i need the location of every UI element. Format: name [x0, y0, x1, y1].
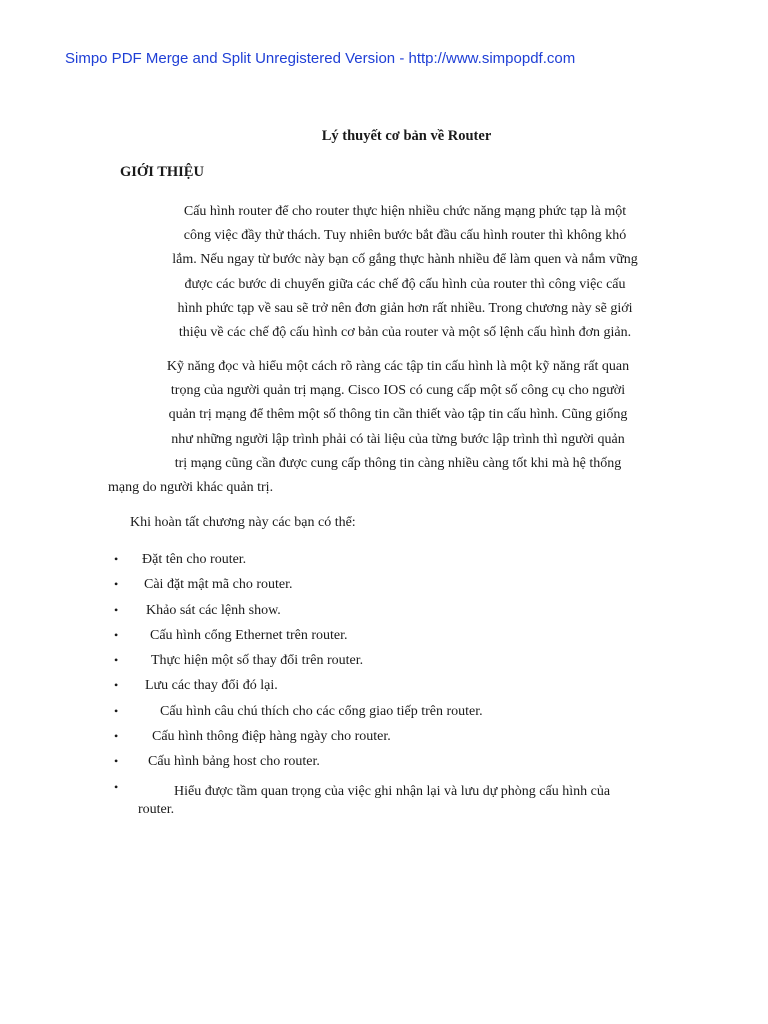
bullet-icon: •: [114, 552, 119, 566]
document-title: Lý thuyết cơ bản về Router: [321, 128, 492, 144]
list-item-text: Đặt tên cho router.: [142, 552, 247, 567]
paragraph-line: quản trị mạng để thêm một số thông tin cần thiết vào tập tin cấu hình. Cũng giống: [168, 407, 628, 423]
bullet-icon: •: [114, 754, 119, 769]
paragraph-line: lắm. Nếu ngay từ bước này bạn cố gắng thực hành nhiều để làm quen và nắm vững: [172, 252, 638, 268]
paragraph-line: trị mạng cũng cần được cung cấp thông tin càng nhiều càng tốt khi mà hệ thống: [174, 455, 622, 471]
bullet-icon: •: [114, 653, 119, 668]
paragraph-skills: [108, 355, 688, 500]
list-item-text-continuation: router.: [138, 801, 175, 817]
paragraph-intro: [130, 200, 680, 345]
list-item-text: Cài đặt mật mã cho router.: [144, 577, 293, 593]
list-item: [0, 601, 768, 626]
paragraph-line: công việc đầy thử thách. Tuy nhiên bước bắt đầu cấu hình router thì không khó: [183, 228, 627, 244]
paragraph-line: Cấu hình router để cho router thực hiện nhiều chức năng mạng phức tạp là một: [183, 204, 627, 219]
list-item: [0, 676, 768, 701]
paragraph-line: được các bước di chuyển giữa các chế độ cấu hình của router thì công việc cấu: [184, 276, 626, 292]
bullet-icon: •: [114, 577, 119, 592]
list-item: [0, 651, 768, 676]
list-item-text: Thực hiện một số thay đổi trên router.: [151, 653, 364, 669]
section-heading: GIỚI THIỆU: [120, 164, 204, 180]
list-item-text: Khảo sát các lệnh show.: [146, 602, 281, 618]
list-item: [0, 575, 768, 600]
bullet-icon: •: [114, 779, 119, 794]
paragraph-line: như những người lập trình phải có tài liệu của từng bước lập trình thì người quản: [171, 431, 625, 447]
bullet-icon: •: [114, 703, 119, 718]
list-item-text: Lưu các thay đổi đó lại.: [145, 678, 278, 694]
paragraph-line: thiệu về các chế độ cấu hình cơ bản của router và một số lệnh cấu hình đơn giản.: [178, 325, 632, 341]
list-item: [0, 778, 768, 828]
paragraph-line: hình phức tạp về sau sẽ trở nên đơn giản hơn rất nhiều. Trong chương này sẽ giới: [177, 300, 633, 316]
bullet-icon: •: [114, 729, 119, 744]
list-item: [0, 752, 768, 777]
list-item-text: Hiểu được tầm quan trọng của việc ghi nhận lại và lưu dự phòng cấu hình của: [174, 783, 611, 799]
list-item-text: Cấu hình câu chú thích cho các cổng giao tiếp trên router.: [160, 703, 483, 719]
watermark-banner: Simpo PDF Merge and Split Unregistered Version - http://www.simpopdf.com: [65, 50, 576, 67]
bullet-icon: •: [114, 602, 119, 617]
list-item-text: Cấu hình bảng host cho router.: [148, 754, 320, 770]
bullet-icon: •: [114, 678, 119, 693]
list-item: [0, 727, 768, 752]
list-item: [0, 550, 768, 575]
bullet-icon: •: [114, 627, 119, 642]
paragraph-line: trọng của người quản trị mạng. Cisco IOS có cung cấp một số công cụ cho người: [170, 383, 626, 399]
paragraph-line: Kỹ năng đọc và hiểu một cách rõ ràng các tập tin cấu hình là một kỹ năng rất quan: [166, 359, 630, 374]
list-item: [0, 702, 768, 727]
list-intro: Khi hoàn tất chương này các bạn có thể:: [130, 515, 356, 530]
goals-list: [0, 550, 768, 828]
list-item-text: Cấu hình thông điệp hàng ngày cho router.: [152, 729, 391, 745]
paragraph-line: mạng do người khác quản trị.: [108, 480, 274, 496]
list-item-text: Cấu hình cổng Ethernet trên router.: [150, 627, 348, 643]
list-item: [0, 626, 768, 651]
